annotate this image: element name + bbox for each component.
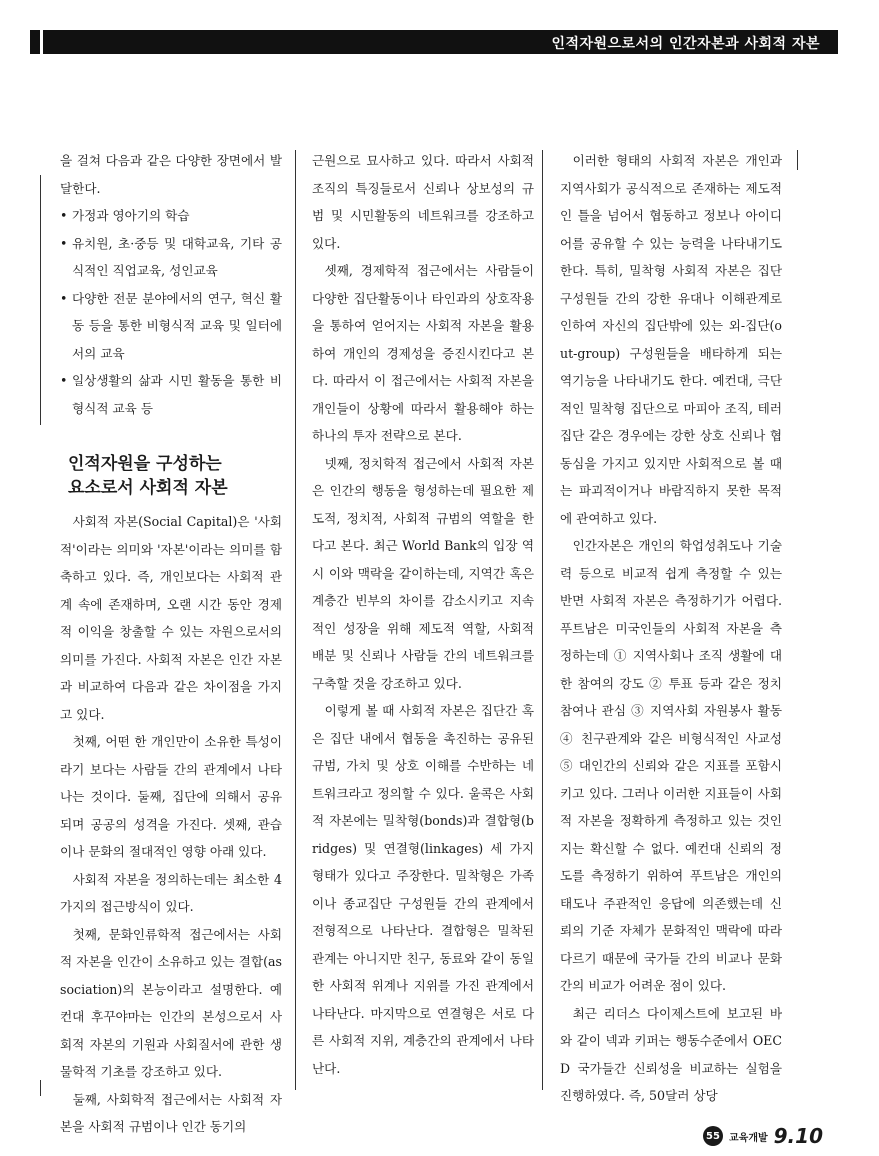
header-marker bbox=[30, 30, 43, 54]
column-2 bbox=[312, 147, 534, 1082]
paragraph: 최근 리더스 다이제스트에 보고된 바와 같이 넥과 키퍼는 행동수준에서 OECD 국가들간 신뢰성을 비교하는 실험을 진행하였다. 즉, 50달러 상당 bbox=[560, 1005, 782, 1103]
header-bar bbox=[30, 30, 838, 54]
bullet-icon: • bbox=[60, 373, 68, 388]
bullet-list bbox=[60, 202, 282, 422]
issue-number: 9.10 bbox=[773, 1124, 823, 1148]
paragraph: 첫째, 문화인류학적 접근에서는 사회적 자본을 인간이 소유하고 있는 결합(association)의 본능이라고 설명한다. 예컨대 후꾸야마는 인간의 본성으로서 사회적 자본의 기원과 사회질서에 관한 생물학적 기초를 강조하고 있다. bbox=[60, 926, 282, 1079]
bullet-item: • 가정과 영아기의 학습 bbox=[60, 202, 282, 230]
left-margin-rule-bottom bbox=[40, 1080, 41, 1096]
paragraph: 첫째, 어떤 한 개인만이 소유한 특성이라기 보다는 사람들 간의 관계에서 나타나는 것이다. 둘째, 집단에 의해서 공유되며 공공의 성격을 가진다. 셋째, 관습이나 문화의 절대적인 영향 아래 있다. bbox=[60, 734, 282, 859]
section-heading-line1: 인적자원을 구성하는 bbox=[68, 454, 222, 474]
column-rule-2 bbox=[542, 150, 543, 1090]
paragraph: 인간자본은 개인의 학업성취도나 기술력 등으로 비교적 쉽게 측정할 수 있는 반면 사회적 자본은 측정하기가 어렵다. 푸트남은 미국인들의 사회적 자본을 측정하는데 ① 지역사회나 조직 생활에 대한 참여의 강도 ② 투표 등과 같은 정치 참여나 관심 ③ 지역사회 자원봉사 활동 ④ 친구관계와 같은 비형식적인 사교성 ⑤ 대인간의 신뢰와 같은 지표를 포함시키고 있다. 그러나 이러한 지표들이 사회적 자본을 정확하게 측정하고 있는 것인지는 확신할 수 없다. 예컨대 신뢰의 정도를 측정하기 위하여 푸트남은 개인의 태도나 주관적인 응답에 의존했는데 신뢰의 기준 자체가 문화적인 맥락에 따라 다르기 때문에 국가들 간의 비교나 문화간의 비교가 어려운 점이 있다. bbox=[560, 538, 782, 993]
page-number-badge: 55 bbox=[703, 1126, 723, 1146]
bullet-item: • 유치원, 초·중등 및 대학교육, 기타 공식적인 직업교육, 성인교육 bbox=[60, 230, 282, 285]
paragraph: 넷째, 정치학적 접근에서 사회적 자본은 인간의 행동을 형성하는데 필요한 제도적, 정치적, 사회적 규범의 역할을 한다고 본다. 최근 World Bank의 입장 역시 이와 맥락을 같이하는데, 지역간 혹은 계층간 빈부의 차이를 감소시키고 지속적인 성장을 위해 제도적 역할, 사회적 배분 및 신뢰나 사람들 간의 네트워크를 구축할 것을 강조하고 있다. bbox=[312, 455, 534, 691]
column-rule-1 bbox=[295, 150, 296, 1090]
paragraph: 근원으로 묘사하고 있다. 따라서 사회적 조직의 특징들로서 신뢰나 상보성의 규범 및 시민활동의 네트워크를 강조하고 있다. bbox=[312, 153, 534, 251]
intro-text: 을 걸쳐 다음과 같은 다양한 장면에서 발달한다. bbox=[60, 153, 282, 196]
paragraph: 둘째, 사회학적 접근에서는 사회적 자본을 사회적 규범이나 인간 동기의 bbox=[60, 1091, 282, 1134]
column-1 bbox=[60, 147, 282, 1141]
left-margin-rule bbox=[40, 175, 41, 425]
bullet-item: • 일상생활의 삶과 시민 활동을 통한 비형식적 교육 등 bbox=[60, 367, 282, 422]
column-3 bbox=[560, 147, 782, 1110]
paragraph: 사회적 자본(Social Capital)은 '사회적'이라는 의미와 '자본'이라는 의미를 함축하고 있다. 즉, 개인보다는 사회적 관계 속에 존재하며, 오랜 시간 동안 경제적 이익을 창출할 수 있는 자원으로서의 의미를 가진다. 사회적 자본은 인간 자본과 비교하여 다음과 같은 차이점을 가지고 있다. bbox=[60, 514, 282, 722]
section-heading bbox=[68, 452, 282, 500]
right-margin-rule bbox=[797, 150, 798, 170]
bullet-icon: • bbox=[60, 290, 68, 306]
bullet-icon: • bbox=[60, 235, 68, 251]
paragraph: 이러한 형태의 사회적 자본은 개인과 지역사회가 공식적으로 존재하는 제도적인 틀을 넘어서 협동하고 정보나 아이디어를 공유할 수 있는 능력을 나타내기도 한다. 특히, 밀착형 사회적 자본은 집단 구성원들 간의 강한 유대나 이해관계로 인하여 자신의 집단밖에 있는 외-집단(out-group) 구성원들을 배타하게 되는 역기능을 나타내기도 한다. 예컨대, 극단적인 밀착형 집단으로 마피아 조직, 테러 집단 같은 경우에는 강한 상호 신뢰나 협동심을 가지고 있지만 사회적으로 볼 때는 파괴적이거나 바람직하지 못한 목적에 관여하고 있다. bbox=[560, 153, 782, 526]
paragraph: 사회적 자본을 정의하는데는 최소한 4가지의 접근방식이 있다. bbox=[60, 871, 282, 914]
section-heading-line2: 요소로서 사회적 자본 bbox=[68, 478, 228, 498]
paragraph: 이렇게 볼 때 사회적 자본은 집단간 혹은 집단 내에서 협동을 촉진하는 공유된 규범, 가치 및 상호 이해를 수반하는 네트워크라고 정의할 수 있다. 울콕은 사회적 자본에는 밀착형(bonds)과 결합형(bridges) 및 연결형(linkages) 세 가지 형태가 있다고 주장한다. 밀착형은 가족이나 종교집단 구성원들 간의 관계에서 전형적으로 나타난다. 결합형은 밀착된 관계는 아니지만 친구, 동료와 같이 동일한 사회적 위계나 지위를 가진 관계에서 나타난다. 마지막으로 연결형은 서로 다른 사회적 지위, 계층간의 관계에서 나타난다. bbox=[312, 703, 534, 1076]
bullet-icon: • bbox=[60, 208, 68, 223]
magazine-name: 교육개발 bbox=[729, 1132, 768, 1144]
bullet-item: • 다양한 전문 분야에서의 연구, 혁신 활동 등을 통한 비형식적 교육 및 일터에서의 교육 bbox=[60, 285, 282, 368]
paragraph: 셋째, 경제학적 접근에서는 사람들이 다양한 집단활동이나 타인과의 상호작용을 통하여 얻어지는 사회적 자본을 활용하여 개인의 경제성을 증진시킨다고 본다. 따라서 이 접근에서는 사회적 자본을 개인들이 상황에 따라서 활용해야 하는 하나의 투자 전략으로 본다. bbox=[312, 263, 534, 443]
page-footer bbox=[703, 1124, 823, 1148]
header-title: 인적자원으로서의 인간자본과 사회적 자본 bbox=[551, 36, 820, 52]
